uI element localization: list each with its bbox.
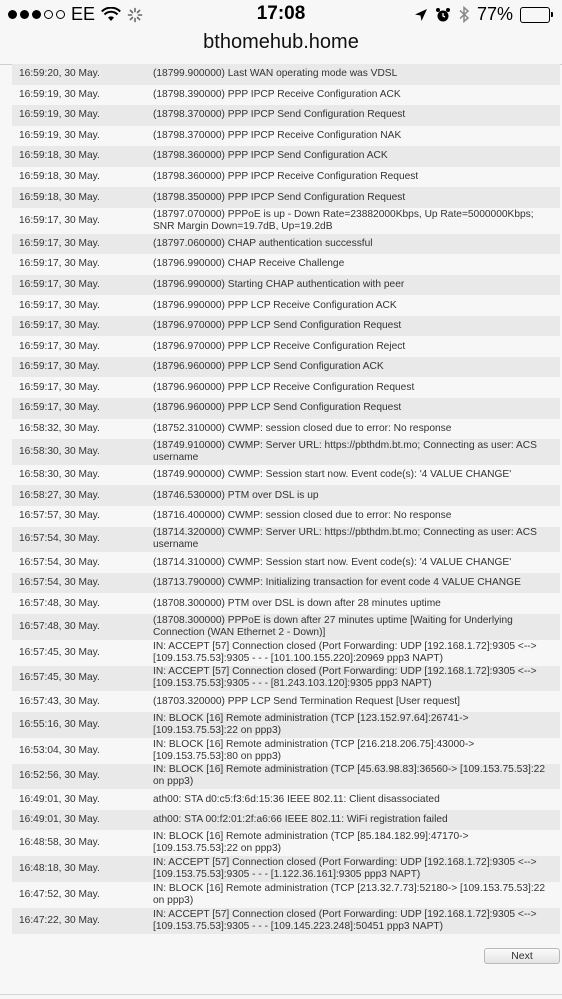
status-bar <box>0 0 562 30</box>
log-message: (18797.070000) PPPoE is up - Down Rate=23882000Kbps, Up Rate=5000000Kbps; SNR Margin Down=19.7dB, Up=19.2dB <box>153 208 534 232</box>
log-row <box>12 712 560 738</box>
log-time: 16:58:30, 30 May. <box>19 445 100 457</box>
log-time: 16:58:30, 30 May. <box>19 469 100 481</box>
log-time: 16:59:17, 30 May. <box>19 340 100 352</box>
log-time: 16:59:18, 30 May. <box>19 191 100 203</box>
log-time: 16:59:18, 30 May. <box>19 171 100 182</box>
log-message: IN: ACCEPT [57] Connection closed (Port Forwarding: UDP [192.168.1.72]:9305 <--> [109.153.75.53]:9305 - - - [101.100.155.220]:20969 ppp3 NAPT) <box>153 640 537 664</box>
log-time: 16:58:32, 30 May. <box>19 422 100 434</box>
log-time: 16:59:17, 30 May. <box>19 258 100 270</box>
log-message: (18796.970000) PPP LCP Send Configuration Request <box>153 320 402 332</box>
log-row <box>12 552 560 573</box>
log-message: (18708.300000) PTM over DSL is down after 28 minutes uptime <box>153 597 441 609</box>
location-arrow-icon <box>414 8 428 22</box>
log-time: 16:52:56, 30 May. <box>19 770 100 782</box>
log-row <box>12 439 560 465</box>
log-time: 16:57:54, 30 May. <box>19 556 100 568</box>
log-message: (18798.370000) PPP IPCP Send Configuration Request <box>153 109 406 121</box>
log-message: (18708.300000) PPPoE is down after 27 minutes uptime [Waiting for Underlying Connection (WAN Ethernet 2 - Down)] <box>153 614 513 638</box>
log-message: IN: BLOCK [16] Remote administration (TCP [216.218.206.75]:43000-> [109.153.75.53]:80 on ppp3) <box>153 738 475 762</box>
log-time: 16:59:17, 30 May. <box>19 299 100 311</box>
log-time: 16:59:17, 30 May. <box>19 237 100 249</box>
log-row <box>12 764 560 790</box>
log-time: 16:59:18, 30 May. <box>19 150 100 162</box>
log-message: (18749.910000) CWMP: Server URL: https://pbthdm.bt.mo; Connecting as user: ACS username <box>153 439 537 463</box>
log-time: 16:57:45, 30 May. <box>19 672 100 684</box>
log-time: 16:59:19, 30 May. <box>19 129 100 141</box>
log-message: (18797.060000) CHAP authentication successful <box>153 237 373 249</box>
log-row <box>12 357 560 378</box>
log-row <box>12 465 560 486</box>
log-message: IN: BLOCK [16] Remote administration (TCP [45.63.98.83]:36560-> [109.153.75.53]:22 on ppp3) <box>153 764 545 788</box>
log-row <box>12 64 560 85</box>
log-row <box>12 573 560 594</box>
log-time: 16:59:17, 30 May. <box>19 320 100 332</box>
log-row <box>12 146 560 167</box>
log-time: 16:53:04, 30 May. <box>19 744 100 756</box>
log-message: (18799.900000) Last WAN operating mode was VDSL <box>153 68 398 80</box>
log-time: 16:48:58, 30 May. <box>19 837 100 849</box>
log-row <box>12 738 560 764</box>
log-time: 16:59:19, 30 May. <box>19 109 100 121</box>
log-row <box>12 105 560 126</box>
log-row <box>12 295 560 316</box>
log-row <box>12 506 560 527</box>
event-log-table <box>12 64 560 934</box>
log-row <box>12 167 560 188</box>
log-row <box>12 234 560 255</box>
log-message: (18746.530000) PTM over DSL is up <box>153 489 319 501</box>
log-row <box>12 640 560 666</box>
log-message: IN: ACCEPT [57] Connection closed (Port Forwarding: UDP [192.168.1.72]:9305 <--> [109.153.75.53]:9305 - - - [109.145.223.248]:50451 ppp3 NAPT) <box>153 908 537 932</box>
log-row <box>12 789 560 810</box>
log-time: 16:57:48, 30 May. <box>19 597 100 609</box>
log-time: 16:47:52, 30 May. <box>19 888 100 900</box>
log-message: (18714.310000) CWMP: Session start now. Event code(s): '4 VALUE CHANGE' <box>153 556 512 568</box>
alarm-clock-icon <box>435 7 451 23</box>
log-message: (18796.990000) Starting CHAP authentication with peer <box>153 278 405 290</box>
log-row <box>12 316 560 337</box>
log-message: (18713.790000) CWMP: Initializing transaction for event code 4 VALUE CHANGE <box>153 577 521 589</box>
log-time: 16:49:01, 30 May. <box>19 793 100 805</box>
log-message: IN: BLOCK [16] Remote administration (TCP [123.152.97.64]:26741-> [109.153.75.53]:22 on ppp3) <box>153 712 469 736</box>
log-message: (18703.320000) PPP LCP Send Termination Request [User request] <box>153 695 460 707</box>
log-message: (18796.990000) CHAP Receive Challenge <box>153 258 345 270</box>
log-time: 16:47:22, 30 May. <box>19 914 100 926</box>
log-message: (18798.390000) PPP IPCP Receive Configuration ACK <box>153 88 401 100</box>
log-row <box>12 275 560 296</box>
log-time: 16:59:17, 30 May. <box>19 278 100 290</box>
log-time: 16:57:45, 30 May. <box>19 646 100 658</box>
log-time: 16:57:54, 30 May. <box>19 577 100 589</box>
log-row <box>12 614 560 640</box>
next-page-button[interactable]: Next <box>484 948 560 964</box>
log-time: 16:59:17, 30 May. <box>19 402 100 414</box>
log-time: 16:57:43, 30 May. <box>19 695 100 707</box>
log-message: (18714.320000) CWMP: Server URL: https://pbthdm.bt.mo; Connecting as user: ACS username <box>153 527 537 551</box>
log-row <box>12 527 560 553</box>
log-row <box>12 336 560 357</box>
log-time: 16:57:57, 30 May. <box>19 510 100 522</box>
log-row <box>12 419 560 440</box>
log-time: 16:59:17, 30 May. <box>19 361 100 373</box>
url-text[interactable]: bthomehub.home <box>203 31 359 53</box>
battery-icon <box>520 7 550 23</box>
carrier-name: EE <box>71 4 96 24</box>
log-time: 16:59:19, 30 May. <box>19 88 100 100</box>
log-row <box>12 398 560 419</box>
log-row <box>12 377 560 398</box>
log-time: 16:57:48, 30 May. <box>19 620 100 632</box>
log-row <box>12 208 560 234</box>
log-row <box>12 126 560 147</box>
log-message: (18796.990000) PPP LCP Receive Configuration ACK <box>153 299 397 311</box>
log-message: ath00: STA 00:f2:01:2f:a6:66 IEEE 802.11: WiFi registration failed <box>153 814 448 826</box>
log-row <box>12 85 560 106</box>
log-message: (18796.970000) PPP LCP Receive Configuration Reject <box>153 340 406 352</box>
log-row <box>12 908 560 934</box>
log-time: 16:48:18, 30 May. <box>19 863 100 875</box>
log-row <box>12 856 560 882</box>
log-message: (18752.310000) CWMP: session closed due to error: No response <box>153 422 452 434</box>
bluetooth-icon <box>458 6 470 23</box>
bottom-divider <box>0 994 562 995</box>
log-time: 16:59:17, 30 May. <box>19 214 100 226</box>
log-time: 16:55:16, 30 May. <box>19 718 100 730</box>
status-right <box>414 4 550 25</box>
log-message: (18798.360000) PPP IPCP Send Configuration ACK <box>153 150 388 162</box>
log-row <box>12 691 560 712</box>
log-message: ath00: STA d0:c5:f3:6d:15:36 IEEE 802.11: Client disassociated <box>153 793 440 805</box>
log-message: (18798.360000) PPP IPCP Receive Configuration Request <box>153 171 419 182</box>
log-time: 16:59:17, 30 May. <box>19 381 100 393</box>
log-time: 16:57:54, 30 May. <box>19 533 100 545</box>
log-row <box>12 830 560 856</box>
log-message: (18716.400000) CWMP: session closed due to error: No response <box>153 510 452 522</box>
log-row <box>12 882 560 908</box>
clock-time: 17:08 <box>256 3 306 24</box>
address-bar[interactable] <box>0 28 562 60</box>
log-time: 16:49:01, 30 May. <box>19 814 100 826</box>
log-message: (18796.960000) PPP LCP Send Configuration ACK <box>153 361 384 373</box>
log-time: 16:59:20, 30 May. <box>19 68 100 80</box>
log-message: IN: BLOCK [16] Remote administration (TCP [213.32.7.73]:52180-> [109.153.75.53]:22 on ppp3) <box>153 882 545 906</box>
log-message: IN: BLOCK [16] Remote administration (TCP [85.184.182.99]:47170-> [109.153.75.53]:22 on ppp3) <box>153 831 469 855</box>
log-message: (18798.350000) PPP IPCP Send Configuration Request <box>153 191 406 203</box>
log-message: (18798.370000) PPP IPCP Receive Configuration NAK <box>153 129 402 141</box>
log-message: IN: ACCEPT [57] Connection closed (Port Forwarding: UDP [192.168.1.72]:9305 <--> [109.153.75.53]:9305 - - - [81.243.103.120]:9305 ppp3 NAPT) <box>153 666 537 690</box>
log-message: (18749.900000) CWMP: Session start now. Event code(s): '4 VALUE CHANGE' <box>153 469 512 481</box>
battery-percentage: 77% <box>476 4 513 24</box>
log-time: 16:58:27, 30 May. <box>19 489 100 501</box>
log-row <box>12 254 560 275</box>
log-row <box>12 593 560 614</box>
log-row <box>12 485 560 506</box>
log-message: IN: ACCEPT [57] Connection closed (Port Forwarding: UDP [192.168.1.72]:9305 <--> [109.153.75.53]:9305 - - - [1.122.36.161]:9305 ppp3 NAPT) <box>153 857 537 881</box>
log-row <box>12 810 560 831</box>
log-message: (18796.960000) PPP LCP Receive Configuration Request <box>153 381 415 393</box>
log-row <box>12 187 560 208</box>
log-row <box>12 666 560 692</box>
log-message: (18796.960000) PPP LCP Send Configuration Request <box>153 402 402 414</box>
